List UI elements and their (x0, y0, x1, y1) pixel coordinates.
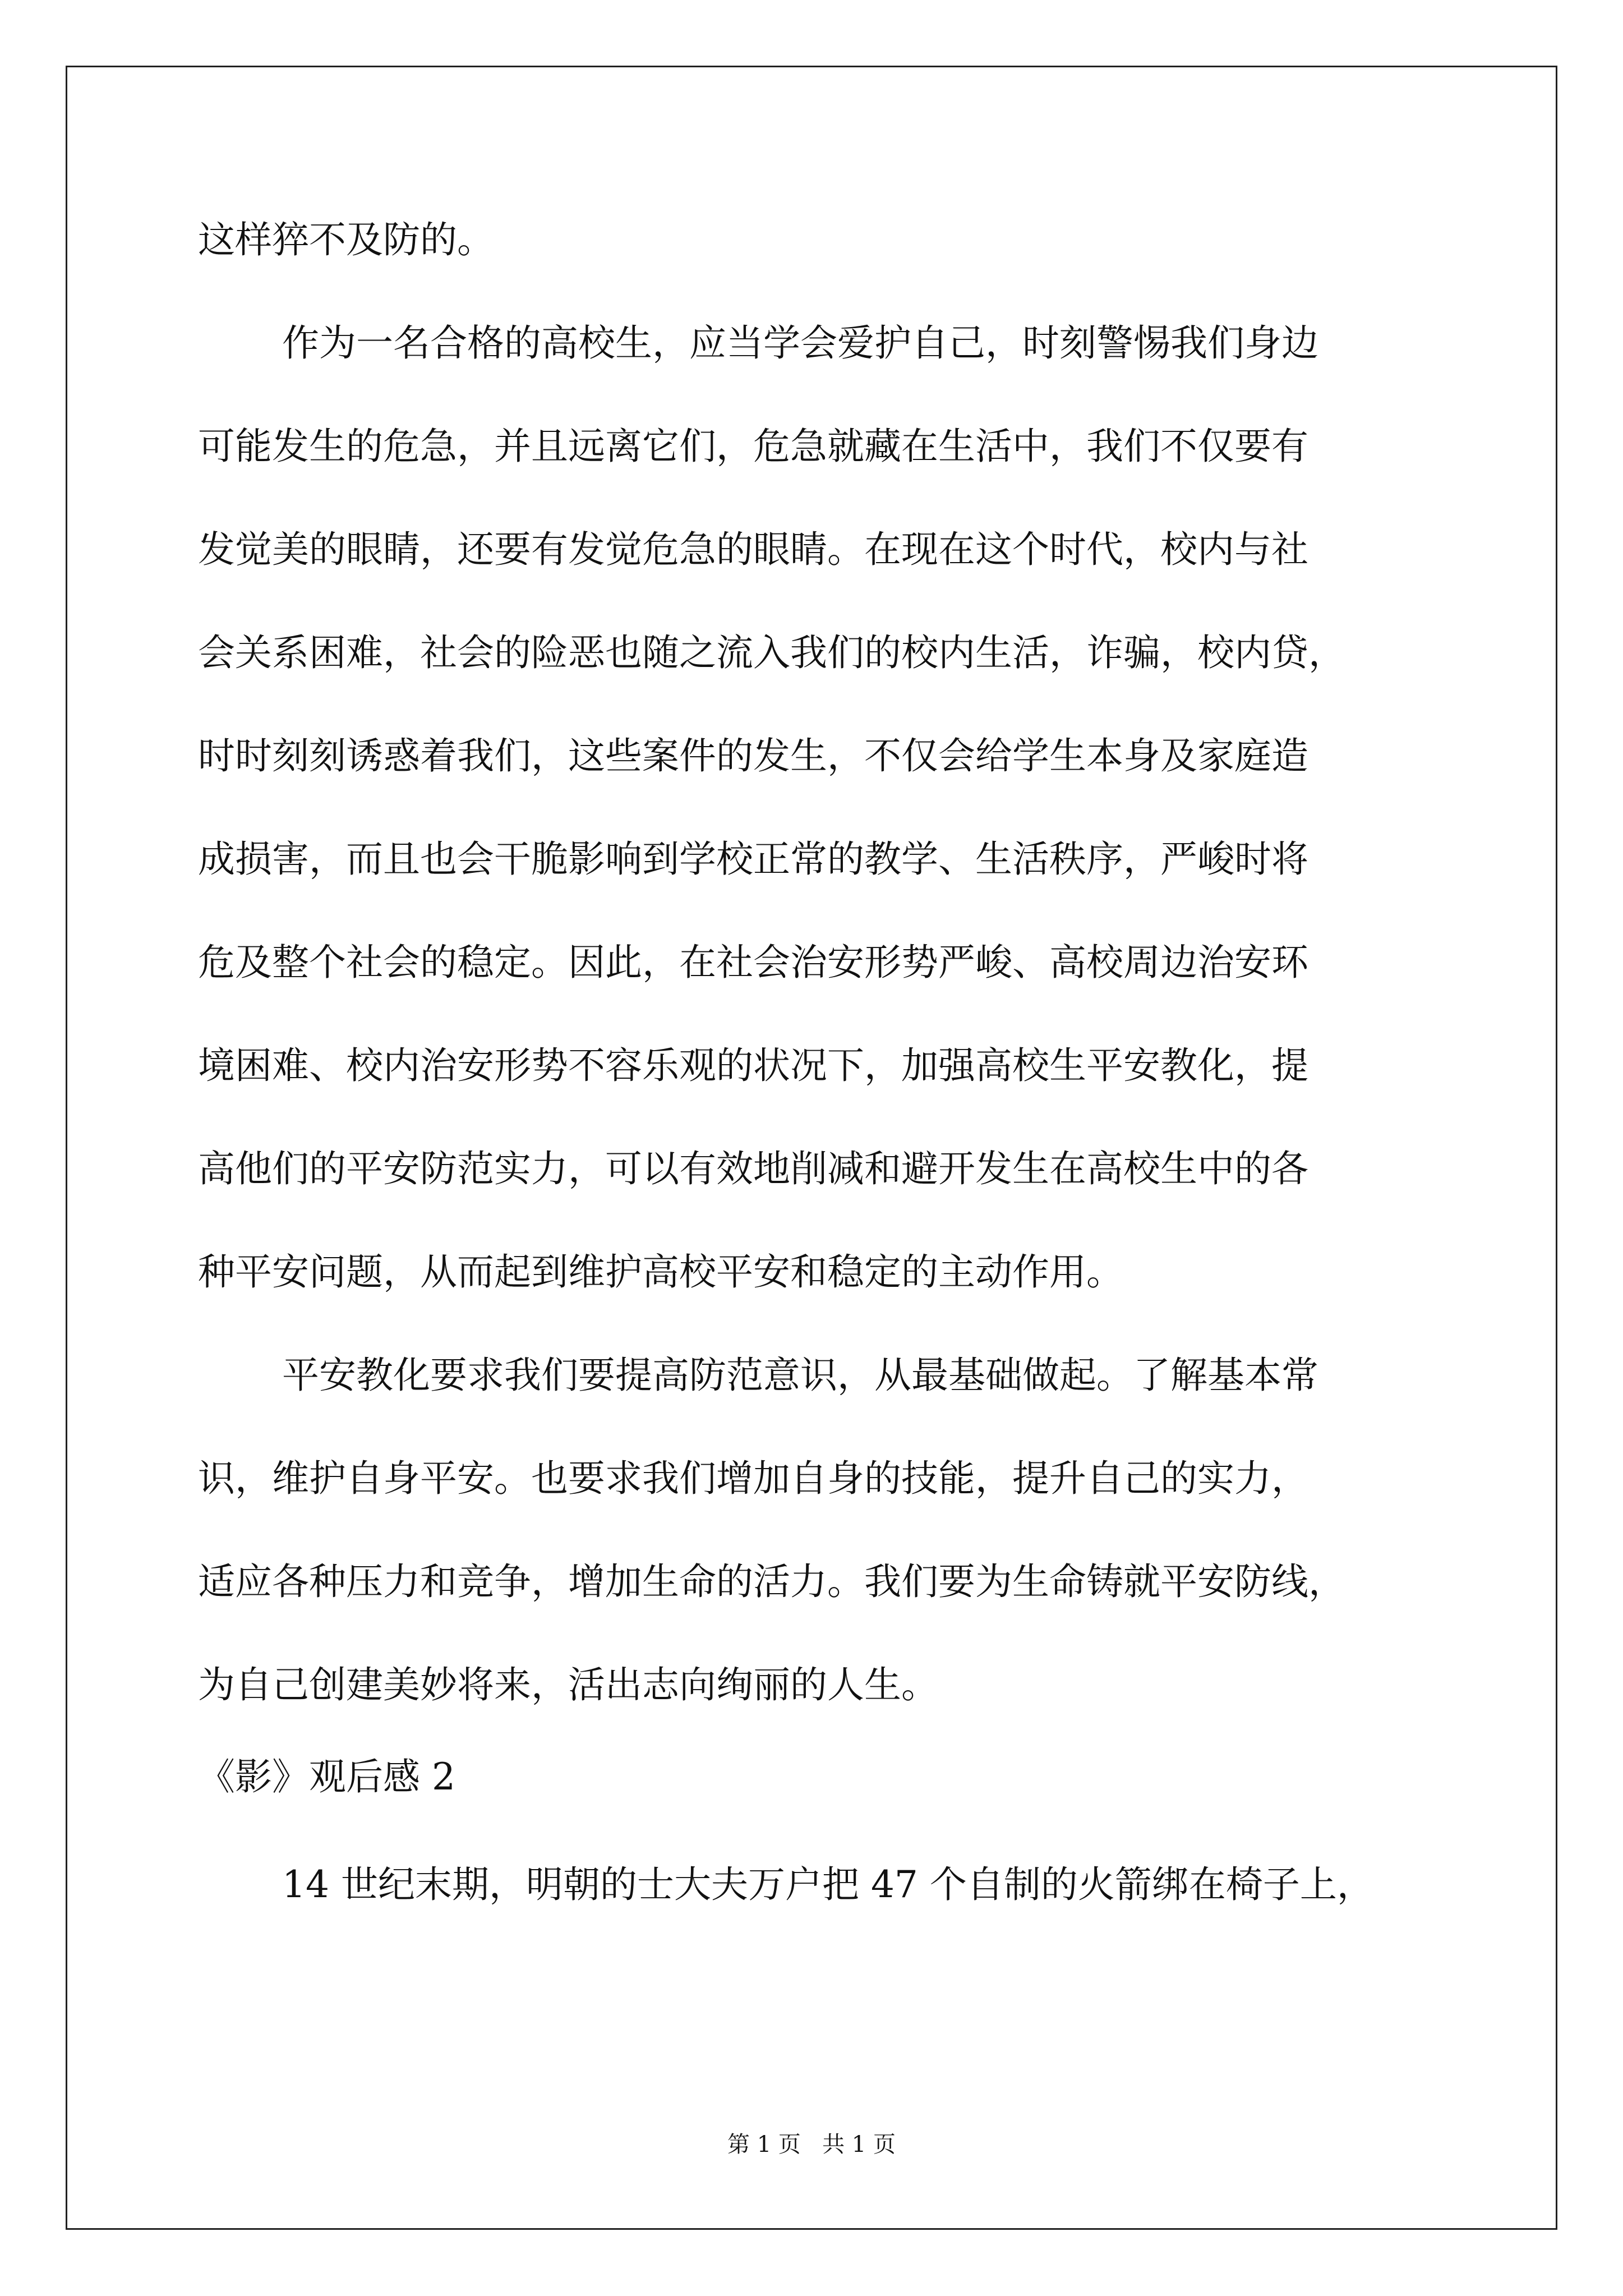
text-line-9: 境困难、校内治安形势不容乐观的状况下，加强高校生平安教化，提 (198, 1044, 1308, 1087)
text-line-1: 这样猝不及防的。 (198, 218, 494, 261)
paragraph-first-line: 14 世纪末期，明朝的士大夫万户把 47 个自制的火箭绑在椅子上， (282, 1863, 1374, 1906)
paragraph-first-line: 平安教化要求我们要提高防范意识，从最基础做起。了解基本常 (282, 1354, 1318, 1397)
text-line-5: 会关系困难，社会的险恶也随之流入我们的校内生活，诈骗，校内贷， (198, 631, 1345, 674)
text-line-4: 发觉美的眼睛，还要有发觉危急的眼睛。在现在这个时代，校内与社 (198, 528, 1308, 571)
text-line-7: 成损害，而且也会干脆影响到学校正常的教学、生活秩序，严峻时将 (198, 838, 1308, 881)
text-line-13: 识，维护自身平安。也要求我们增加自身的技能，提升自己的实力， (198, 1457, 1308, 1500)
paragraph-first-line: 作为一名合格的高校生，应当学会爱护自己，时刻警惕我们身边 (282, 321, 1318, 365)
page-footer: 第 1 页 共 1 页 (727, 2132, 896, 2157)
text-line-15: 为自己创建美妙将来，活出志向绚丽的人生。 (198, 1663, 938, 1706)
text-line-10: 高他们的平安防范实力，可以有效地削减和避开发生在高校生中的各 (198, 1147, 1308, 1190)
text-line-14: 适应各种压力和竞争，增加生命的活力。我们要为生命铸就平安防线， (198, 1560, 1345, 1603)
text-line-11: 种平安问题，从而起到维护高校平安和稳定的主动作用。 (198, 1250, 1123, 1294)
text-line-8: 危及整个社会的稳定。因此，在社会治安形势严峻、高校周边治安环 (198, 941, 1308, 984)
text-line-3: 可能发生的危急，并且远离它们，危急就藏在生活中，我们不仅要有 (198, 425, 1308, 468)
section-heading: 《影》观后感 2 (198, 1755, 455, 1798)
text-line-6: 时时刻刻诱惑着我们，这些案件的发生，不仅会给学生本身及家庭造 (198, 734, 1308, 777)
